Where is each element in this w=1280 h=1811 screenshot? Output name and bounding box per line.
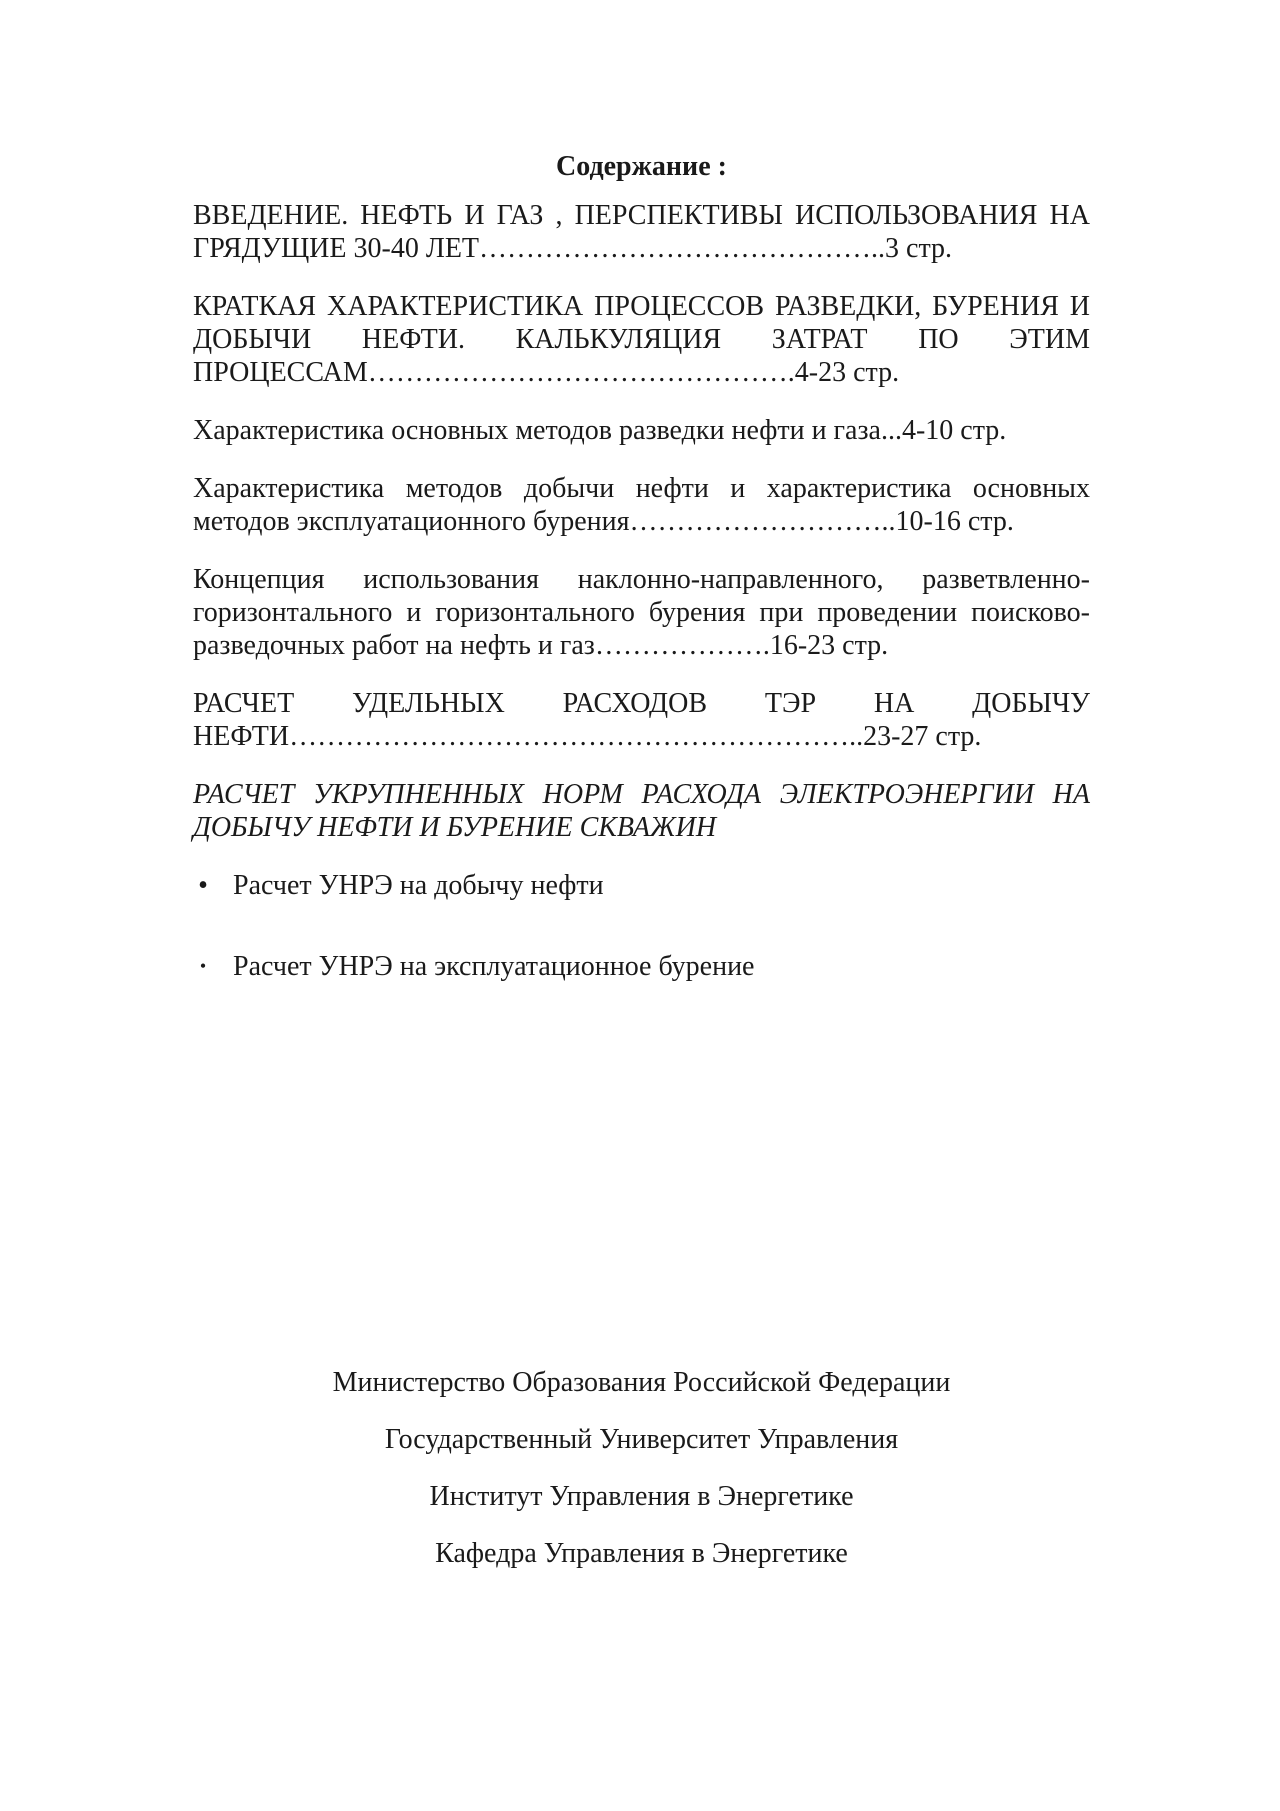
toc-entry-electricity-norms: РАСЧЕТ УКРУПНЕННЫХ НОРМ РАСХОДА ЭЛЕКТРОЭНЕРГИИ НА ДОБЫЧУ НЕФТИ И БУРЕНИЕ СКВАЖИН [193,779,1090,843]
toc-entry-introduction: ВВЕДЕНИЕ. НЕФТЬ И ГАЗ , ПЕРСПЕКТИВЫ ИСПОЛЬЗОВАНИЯ НА ГРЯДУЩИЕ 30-40 ЛЕТ……………………………………..3 стр. [193,200,1090,264]
ministry-name: Министерство Образования Российской Федерации [332,1367,951,1398]
toc-bullet-list [193,869,1090,983]
toc-entry-exploration-methods: Характеристика основных методов разведки нефти и газа...4-10 стр. [193,415,1007,446]
bullet-icon: • [198,870,208,901]
list-item [193,950,1090,983]
toc-entry-directional-drilling: Концепция использования наклонно-направленного, разветвленно-горизонтального и горизонтального бурения при проведении поисково-разведочных работ на нефть и газ……………….16-23 стр. [193,564,1090,661]
bullet-icon: • [199,956,207,976]
institution-block [193,1366,1090,1594]
department-name: Кафедра Управления в Энергетике [435,1538,848,1569]
university-name: Государственный Университет Управления [384,1424,899,1455]
toc-entry-process-overview: КРАТКАЯ ХАРАКТЕРИСТИКА ПРОЦЕССОВ РАЗВЕДКИ, БУРЕНИЯ И ДОБЫЧИ НЕФТИ. КАЛЬКУЛЯЦИЯ ЗАТРАТ ПО ЭТИМ ПРОЦЕССАМ……………………………………….4-23 стр. [193,291,1090,388]
toc-title: Содержание : [556,151,727,182]
toc-entry-production-methods: Характеристика методов добычи нефти и характеристика основных методов эксплуатационного бурения………………………..10-16 стр. [193,473,1090,537]
toc-entry-specific-consumption: РАСЧЕТ УДЕЛЬНЫХ РАСХОДОВ ТЭР НА ДОБЫЧУ НЕФТИ……………………………………………………..23-27 стр. [193,688,1090,752]
bullet-text: Расчет УНРЭ на эксплуатационное бурение [233,951,755,982]
bullet-text: Расчет УНРЭ на добычу нефти [233,870,604,901]
institute-name: Институт Управления в Энергетике [429,1481,854,1512]
list-item [193,869,1090,902]
table-of-contents [193,150,1090,983]
